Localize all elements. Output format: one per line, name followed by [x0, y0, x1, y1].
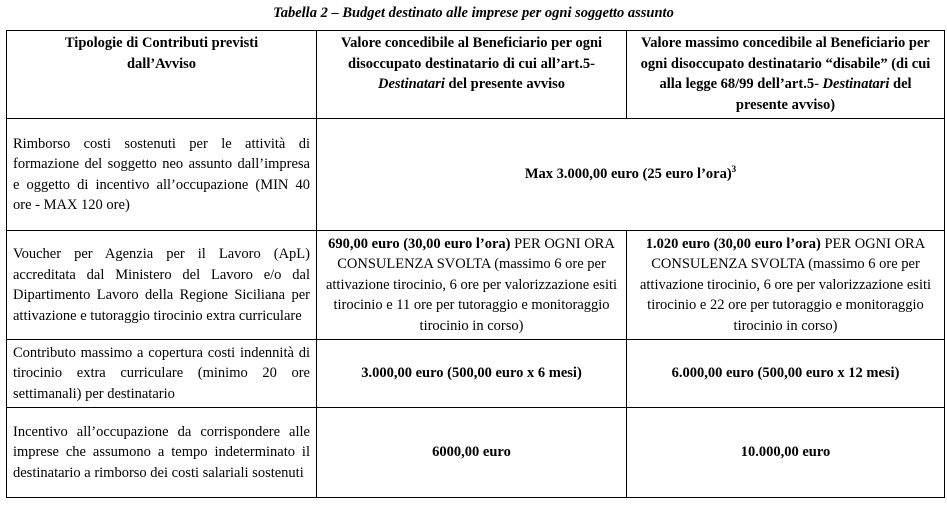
row-employment-incentive-type: Incentivo all’occupazione da corrispondere alle imprese che assumono a tempo indeterminato il destinatario a rimborso dei costi salariali sostenuti [7, 408, 317, 498]
voucher-value-details: PER OGNI ORA CONSULENZA SVOLTA (massimo 6 ore per attivazione tirocinio, 6 ore per valorizzazione esiti tirocinio e 11 ore per tutoraggio e monitoraggio tirocinio in corso) [325, 235, 618, 334]
voucher-disabled-amount: 1.020 euro (30,00 euro l’ora) [645, 235, 821, 252]
table-row [7, 408, 945, 498]
row-internship-value: 3.000,00 euro (500,00 euro x 6 mesi) [317, 340, 627, 408]
header-contribution-type [7, 31, 317, 119]
training-reimbursement-amount: Max 3.000,00 euro (25 euro l’ora) [524, 166, 732, 183]
header-beneficiary-value [317, 31, 627, 119]
header-disabled-value-text-end: del presente avviso) [735, 76, 912, 113]
row-voucher-disabled-value [627, 231, 945, 340]
budget-table [6, 30, 945, 498]
header-beneficiary-value-text: Valore concedibile al Beneficiario per ogni disoccupato destinatario di cui all’art.5- [340, 35, 603, 72]
row-internship-disabled-value: 6.000,00 euro (500,00 euro x 12 mesi) [627, 340, 945, 408]
row-voucher-value [317, 231, 627, 340]
row-employment-incentive-value: 6000,00 euro [317, 408, 627, 498]
voucher-disabled-details: PER OGNI ORA CONSULENZA SVOLTA (massimo 6 ore per attivazione tirocinio, 6 ore per valorizzazione esiti tirocinio e 22 ore per tutoraggio e monitoraggio tirocinio in corso) [639, 235, 932, 334]
header-contribution-type-text: Tipologie di Contributi previsti dall’Avviso [64, 35, 259, 72]
header-disabled-value [627, 31, 945, 119]
row-training-reimbursement-value [317, 119, 945, 231]
footnote-marker: 3 [731, 164, 737, 175]
row-internship-type: Contributo massimo a copertura costi indennità di tirocinio extra curriculare (minimo 20 ore settimanali) per destinatario [7, 340, 317, 408]
header-disabled-value-text: Valore massimo concedibile al Beneficiario per ogni disoccupato destinatario “disabile” (di cui alla legge 68/99 dell’art.5- [640, 35, 931, 92]
header-beneficiary-value-text-end: del presente avviso [444, 76, 566, 92]
table-row [7, 340, 945, 408]
row-training-reimbursement-type: Rimborso costi sostenuti per le attività di formazione del soggetto neo assunto dall’impresa e oggetto di incentivo all’occupazione (MIN 40 ore - MAX 120 ore) [7, 119, 317, 231]
header-disabled-value-italic: Destinatari [822, 76, 890, 92]
table-row [7, 231, 945, 340]
header-beneficiary-value-italic: Destinatari [377, 76, 445, 92]
table-row [7, 119, 945, 231]
table-caption: Tabella 2 – Budget destinato alle imprese per ogni soggetto assunto [273, 5, 674, 21]
voucher-value-amount: 690,00 euro (30,00 euro l’ora) [328, 235, 511, 252]
row-voucher-type: Voucher per Agenzia per il Lavoro (ApL) accreditata dal Ministero del Lavoro e/o dal Dipartimento Lavoro della Regione Siciliana per attivazione e tutoraggio tirocinio extra curriculare [7, 231, 317, 340]
row-employment-incentive-disabled-value: 10.000,00 euro [627, 408, 945, 498]
table-header-row [7, 31, 945, 119]
